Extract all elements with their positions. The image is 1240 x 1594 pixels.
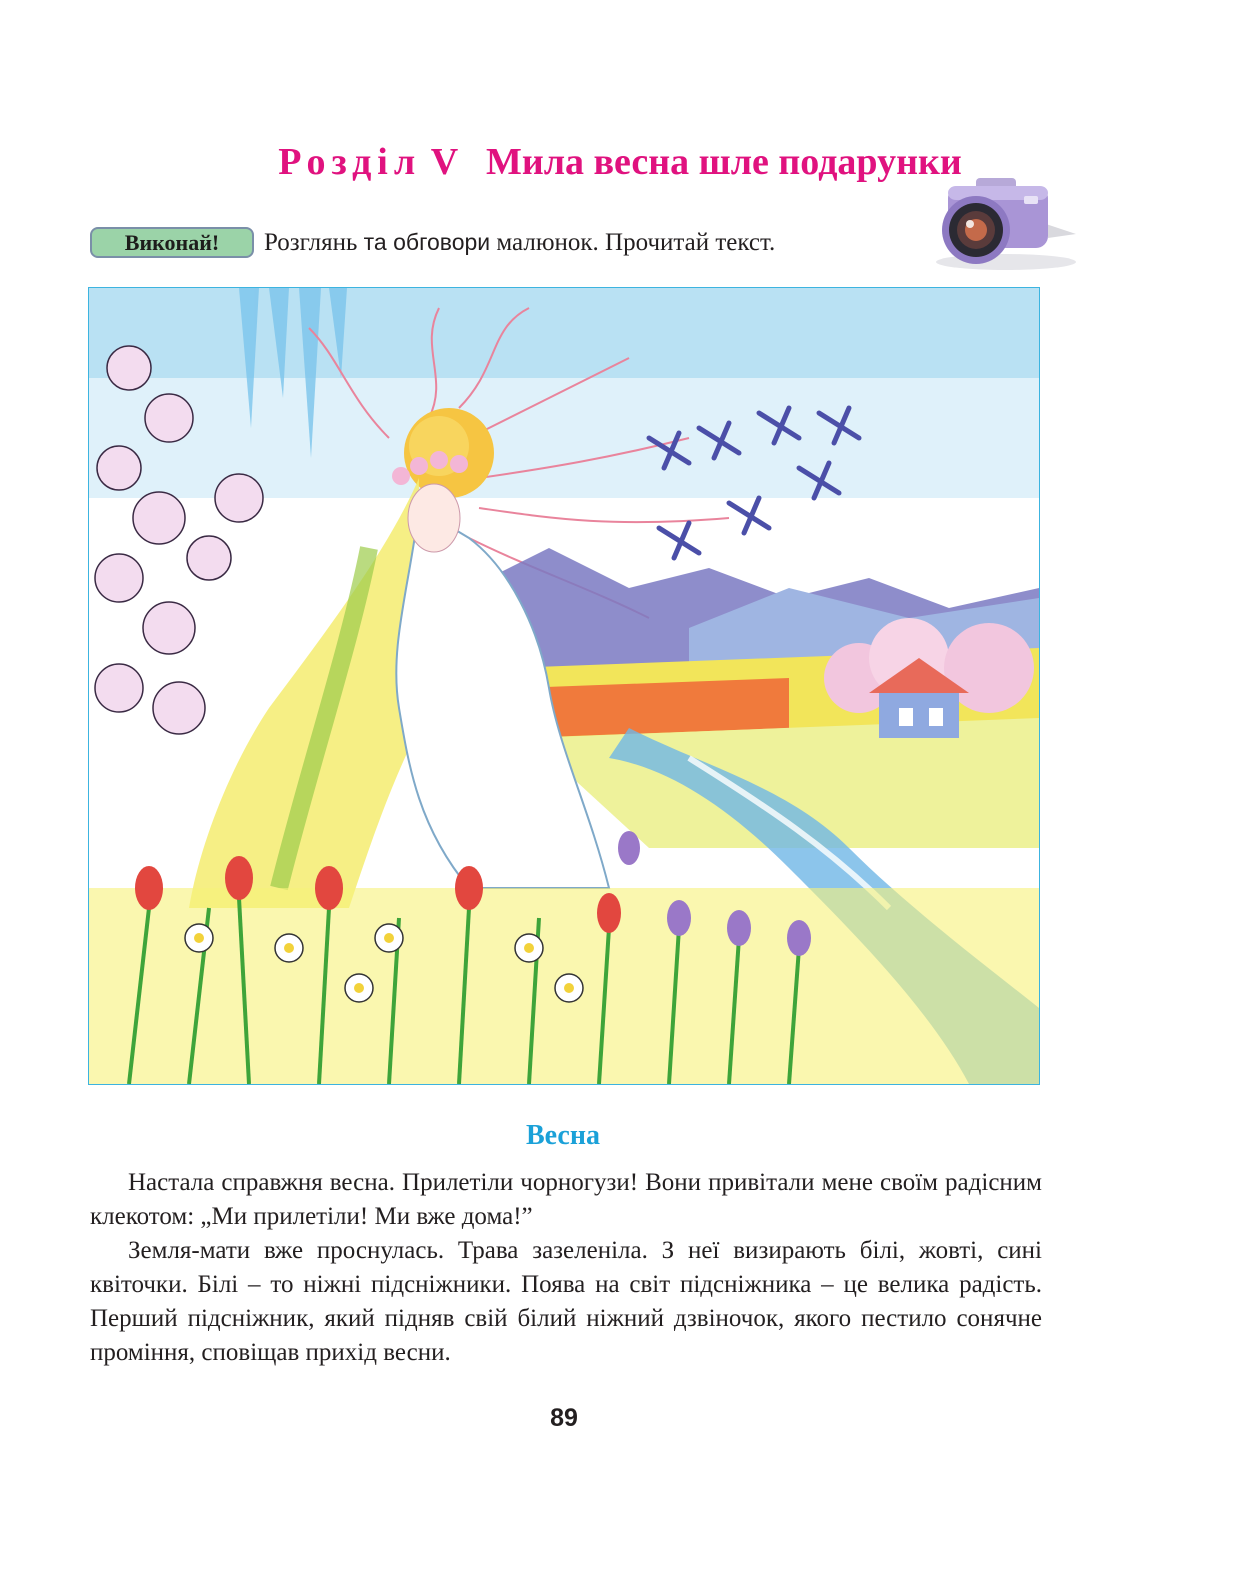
chapter-title: Мила весна шле подарунки	[485, 141, 962, 183]
page-number: 89	[550, 1404, 578, 1432]
task-badge: Виконай!	[90, 227, 254, 258]
spring-illustration	[88, 287, 1040, 1085]
task-text-part1: Розглянь	[264, 229, 364, 256]
task-text-part3: малюнок. Прочитай текст.	[490, 229, 776, 256]
camera-icon	[928, 172, 1078, 272]
chapter-label: Розділ	[278, 141, 422, 183]
story-title: Весна	[525, 1120, 600, 1151]
story-paragraph: Земля-мати вже проснулась. Трава зазеленіла. З неї визирають білі, жовті, сині квіточки. Білі – то ніжні підсніжники. Поява на світ підсніжника – це велика радість. Перший підсніжник, який підняв свій білий ніжний дзвіночок, якого пестило сонячне проміння, сповіщав прихід весни.	[90, 1237, 1042, 1366]
task-text-part2: та обговори	[363, 229, 491, 255]
story-paragraph: Настала справжня весна. Прилетіли чорногузи! Вони привітали мене своїм радісним клекотом: „Ми прилетіли! Ми вже дома!”	[90, 1169, 1042, 1230]
task-instruction	[264, 229, 775, 257]
task-row	[90, 225, 910, 265]
story-body	[90, 1166, 1042, 1370]
chapter-number: V	[430, 141, 458, 183]
